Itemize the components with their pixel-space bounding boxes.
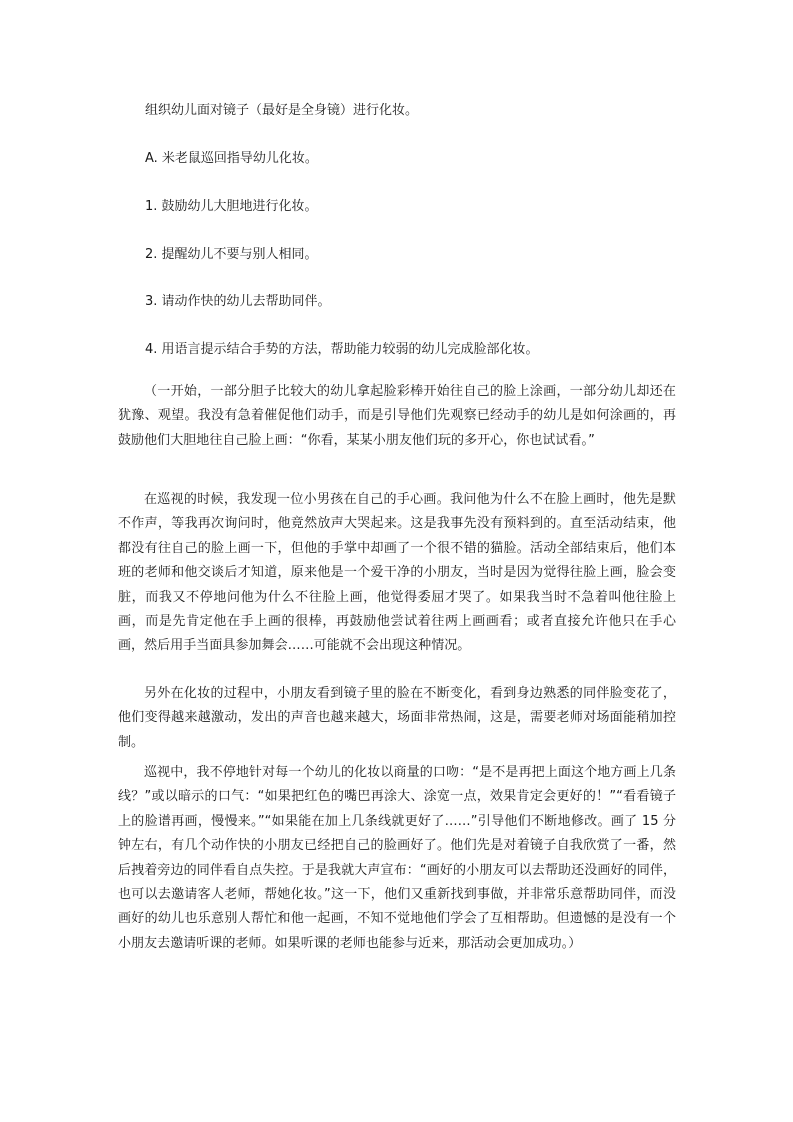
- step-3-line: 3. 请动作快的幼儿去帮助同伴。: [145, 294, 331, 309]
- step-4-line: 4. 用语言提示结合手势的方法，帮助能力较弱的幼儿完成脸部化妆。: [145, 342, 539, 357]
- reflection-paragraph-1: （一开始，一部分胆子比较大的幼儿拿起脸彩棒开始往自己的脸上涂画，一部分幼儿却还在犹豫、观望。我没有急着催促他们动手，而是引导他们先观察已经动手的幼儿是如何涂画的，再鼓励他们大胆地往自己脸上画：“你看，某某小朋友他们玩的多开心，你也试试看。”: [118, 384, 676, 448]
- step-2-line: 2. 提醒幼儿不要与别人相同。: [145, 247, 318, 262]
- step-1-line: 1. 鼓励幼儿大胆地进行化妆。: [145, 199, 318, 214]
- reflection-paragraph-4: 巡视中，我不停地针对每一个幼儿的化妆以商量的口吻：“是不是再把上面这个地方画上几条线？”或以暗示的口气：“如果把红色的嘴巴再涂大、涂宽一点，效果肯定会更好的！”“看看镜子上的脸谱再画，慢慢来。”“如果能在加上几条线就更好了……”引导他们不断地修改。画了 15 分钟左右，有几个动作快的小朋友已经把自己的脸画好了。他们先是对着镜子自我欣赏了一番，然后拽着旁边的同伴看自点失控。于是我就大声宣布：“画好的小朋友可以去帮助还没画好的同伴，也可以去邀请客人老师，帮她化妆。”这一下，他们又重新找到事做，并非常乐意帮助同伴，而没画好的幼儿也乐意别人帮忙和他一起画，不知不觉地他们学会了互相帮助。但遗憾的是没有一个小朋友去邀请听课的老师。如果听课的老师也能参与近来，那活动会更加成功。）: [118, 765, 676, 951]
- reflection-paragraph-2: 在巡视的时候，我发现一位小男孩在自己的手心画。我问他为什么不在脸上画时，他先是默不作声，等我再次询问时，他竟然放声大哭起来。这是我事先没有预料到的。直至活动结束，他都没有往自己的脸上画一下，但他的手掌中却画了一个很不错的猫脸。活动全部结束后，他们本班的老师和他交谈后才知道，原来他是一个爱干净的小朋友，当时是因为觉得往脸上画，脸会变脏，而我又不停地问他为什么不往脸上画，他觉得委屈才哭了。如果我当时不急着叫他往脸上画，而是先肯定他在手上画的很棒，再鼓励他尝试着往两上画画看；或者直接允许他只在手心画，然后用手当面具参加舞会……可能就不会出现这种情况。: [118, 492, 676, 654]
- instruction-line: 组织幼儿面对镜子（最好是全身镜）进行化妆。: [145, 103, 419, 118]
- reflection-paragraph-3: 另外在化妆的过程中，小朋友看到镜子里的脸在不断变化，看到身边熟悉的同伴脸变花了，他们变得越来越激动，发出的声音也越来越大，场面非常热闹，这是，需要老师对场面能稍加控制。: [118, 686, 676, 750]
- step-a-line: A. 米老鼠巡回指导幼儿化妆。: [145, 151, 318, 166]
